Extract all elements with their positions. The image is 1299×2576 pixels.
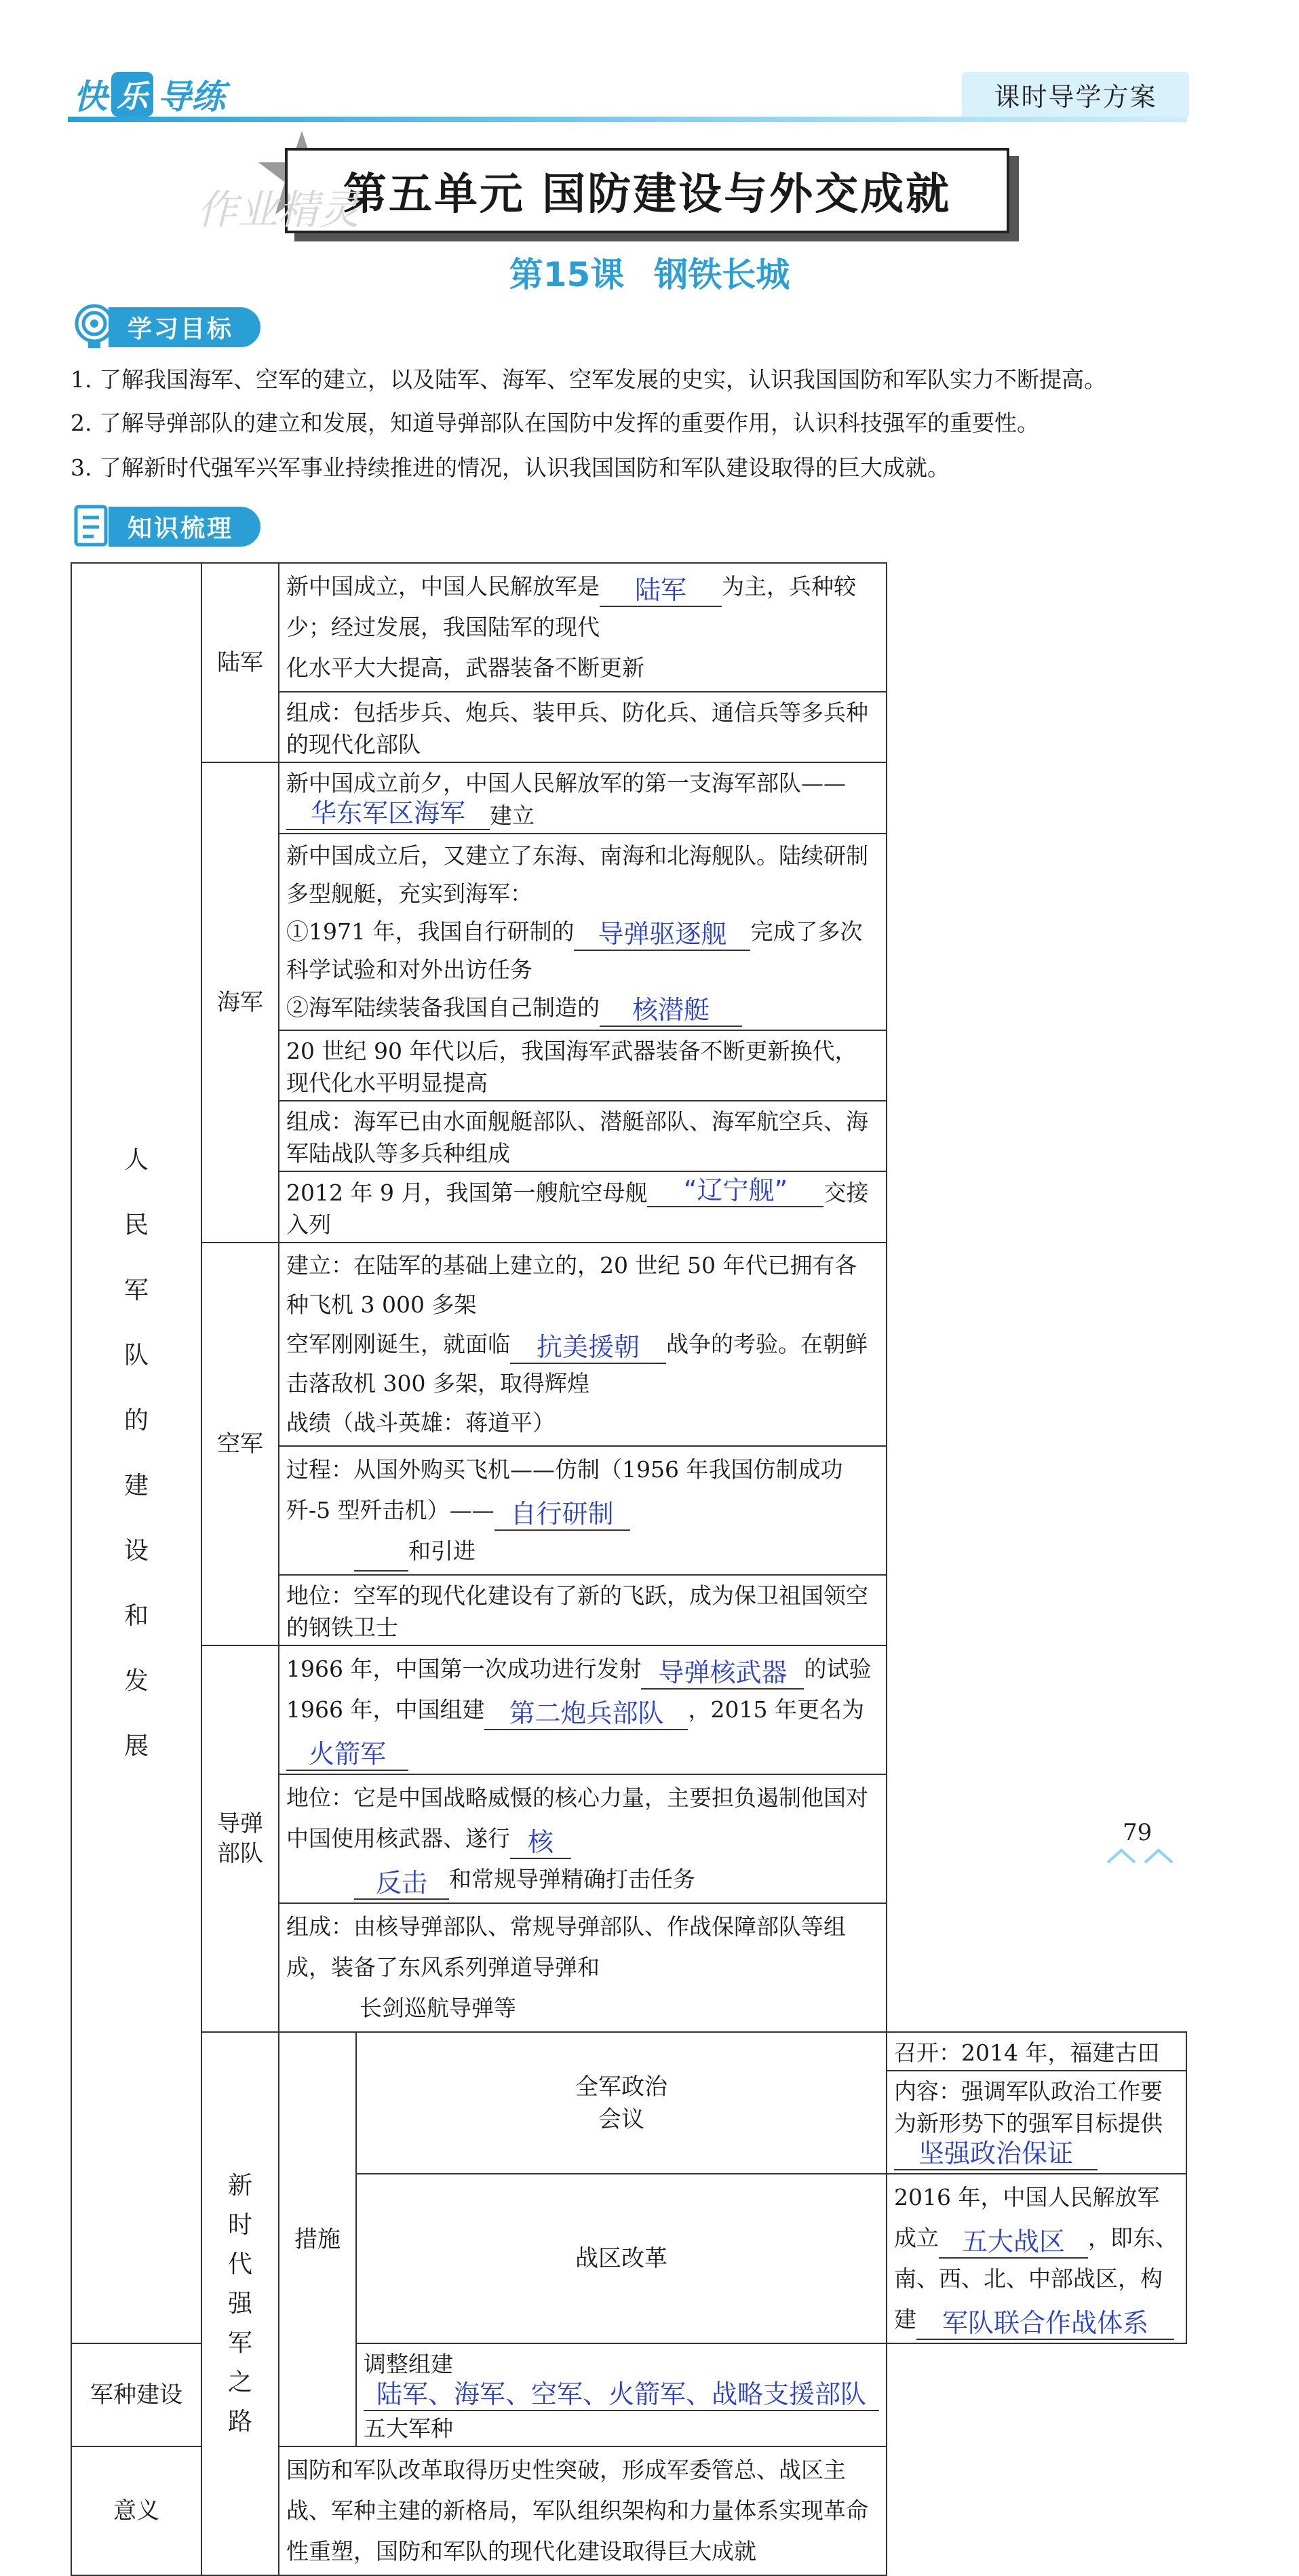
answer-blank: 坚强政治保证	[894, 2138, 1098, 2170]
army-row-2: 组成：包括步兵、炮兵、装甲兵、防化兵、通信兵等多兵种的现代化部队	[279, 692, 887, 762]
answer-blank: 陆军、海军、空军、火箭军、战略支援部队	[364, 2379, 879, 2411]
missile-row-1: 1966 年，中国第一次成功进行发射 导弹核武器 的试验 1966 年，中国组建 第二炮兵部队 ，2015 年更名为火箭军	[279, 1645, 887, 1774]
category-army: 陆军	[201, 563, 279, 762]
brand-char-1: 快	[73, 77, 107, 117]
answer-blank: 核潜艇	[600, 994, 742, 1027]
page-number: 79	[1123, 1819, 1152, 1846]
answer-blank: 火箭军	[286, 1738, 408, 1771]
answer-blank: 五大战区	[939, 2226, 1088, 2259]
subcategory-theater-reform: 战区改革	[356, 2174, 887, 2343]
answer-blank: 抗美援朝	[510, 1331, 666, 1364]
answer-blank: 第二炮兵部队	[484, 1698, 688, 1730]
air-row-2: 过程：从国外购买飞机——仿制（1956 年我国仿制成功歼-5 型歼击机）—— 自行研制 和引进	[279, 1446, 887, 1575]
section-objectives-title: 学习目标	[109, 307, 260, 347]
lesson-number: 第15课	[509, 255, 625, 294]
meeting-row-1: 召开：2014 年，福建古田	[887, 2032, 1186, 2071]
answer-blank-empty	[354, 1570, 408, 1572]
subcategory-political-meeting: 全军政治 会议	[356, 2032, 887, 2174]
answer-blank: 军队联合作战体系	[916, 2307, 1174, 2340]
subcategory-branch-building: 军种建设	[71, 2343, 201, 2446]
group-label-text: 人民军队的建设和发展	[123, 1146, 149, 1760]
objective-2: 2. 了解导弹部队的建立和发展，知道导弹部队在国防中发挥的重要作用，认识科技强军的重要性。	[71, 410, 1039, 436]
significance-text: 国防和军队改革取得历史性突破，形成军委管总、战区主战、军种主建的新格局，军队组织架构和力量体系实现革命性重塑，国防和军队的现代化建设取得巨大成就	[279, 2446, 887, 2575]
group-label-text: 新时代强军之路	[227, 2171, 252, 2436]
answer-blank: “辽宁舰”	[647, 1175, 823, 1207]
unit-title: 第五单元 国防建设与外交成就	[343, 169, 952, 220]
section-knowledge-header	[71, 506, 260, 547]
answer-blank: 导弹核武器	[641, 1657, 804, 1690]
group-label-army-development	[71, 563, 201, 2343]
unit-title-box	[285, 148, 1009, 233]
header-rule	[68, 117, 1187, 122]
missile-row-3: 组成：由核导弹部队、常规导弹部队、作战保障部队等组成，装备了东风系列弹道导弹和 长剑巡航导弹等	[279, 1903, 887, 2032]
meeting-row-2: 内容：强调军队政治工作要为新形势下的强军目标提供坚强政治保证	[887, 2071, 1186, 2174]
army-row-1: 新中国成立，中国人民解放军是 陆军 为主，兵种较少；经过发展，我国陆军的现代 化水平大大提高，武器装备不断更新	[279, 563, 887, 692]
category-navy: 海军	[201, 762, 279, 1243]
answer-blank: 陆军	[600, 574, 722, 607]
branch-row-1: 调整组建陆军、海军、空军、火箭军、战略支援部队五大军种	[356, 2343, 887, 2446]
category-measures: 措施	[279, 2032, 356, 2446]
answer-blank: 反击	[354, 1867, 449, 1900]
lesson-name: 钢铁长城	[654, 255, 790, 294]
brand-char-3: 导练	[157, 77, 225, 117]
zone-row-1: 2016 年，中国人民解放军成立 五大战区 ，即东、南、西、北、中部战区，构 建 军队联合作战体系	[887, 2174, 1186, 2343]
air-row-1: 建立：在陆军的基础上建立的，20 世纪 50 年代已拥有各种飞机 3 000 多架 空军刚刚诞生，就面临 抗美援朝 战争的考验。在朝鲜击落敌机 300 多架，取得辉煌 战绩（战斗英雄：蒋道平）	[279, 1243, 887, 1446]
objective-1: 1. 了解我国海军、空军的建立，以及陆军、海军、空军发展的史实，认识我国国防和军队实力不断提高。	[71, 366, 1106, 393]
brand-char-2: 乐	[111, 72, 153, 117]
navy-row-2: 新中国成立后，又建立了东海、南海和北海舰队。陆续研制多型舰艇，充实到海军： ①1971 年，我国自行研制的 导弹驱逐舰 完成了多次科学试验和对外出访任务 ②海军陆续装备我国自己制造的 核潜艇	[279, 834, 887, 1030]
objective-3: 3. 了解新时代强军兴军事业持续推进的情况，认识我国国防和军队建设取得的巨大成就。	[71, 454, 950, 481]
chevron-decoration-icon	[1104, 1842, 1179, 1869]
section-objectives-header	[71, 307, 260, 347]
brand-logo	[73, 73, 225, 115]
category-significance: 意义	[71, 2446, 201, 2575]
category-missile-force: 导弹 部队	[201, 1645, 279, 2032]
answer-blank: 自行研制	[495, 1498, 630, 1531]
missile-row-2: 地位：它是中国战略威慑的核心力量，主要担负遏制他国对中国使用核武器、遂行 核 反击 和常规导弹精确打击任务	[279, 1774, 887, 1903]
answer-blank: 导弹驱逐舰	[574, 918, 750, 951]
navy-row-3: 20 世纪 90 年代以后，我国海军武器装备不断更新换代，现代化水平明显提高	[279, 1030, 887, 1101]
lesson-title	[0, 248, 1299, 296]
group-label-new-era	[201, 2032, 279, 2575]
air-row-3: 地位：空军的现代化建设有了新的飞跃，成为保卫祖国领空的钢铁卫士	[279, 1575, 887, 1645]
watermark: 作业精灵	[197, 187, 360, 234]
navy-row-1: 新中国成立前夕，中国人民解放军的第一支海军部队——华东军区海军 建立	[279, 762, 887, 834]
answer-blank: 华东军区海军	[286, 798, 490, 830]
navy-row-4: 组成：海军已由水面舰艇部队、潜艇部队、海军航空兵、海军陆战队等多兵种组成	[279, 1101, 887, 1171]
navy-row-5: 2012 年 9 月，我国第一艘航空母舰 “辽宁舰” 交接入列	[279, 1171, 887, 1243]
knowledge-table	[71, 562, 1187, 2576]
header-series-title: 课时导学方案	[962, 72, 1189, 117]
section-knowledge-title: 知识梳理	[109, 507, 260, 547]
answer-blank: 核	[510, 1827, 571, 1859]
category-air-force: 空军	[201, 1243, 279, 1645]
